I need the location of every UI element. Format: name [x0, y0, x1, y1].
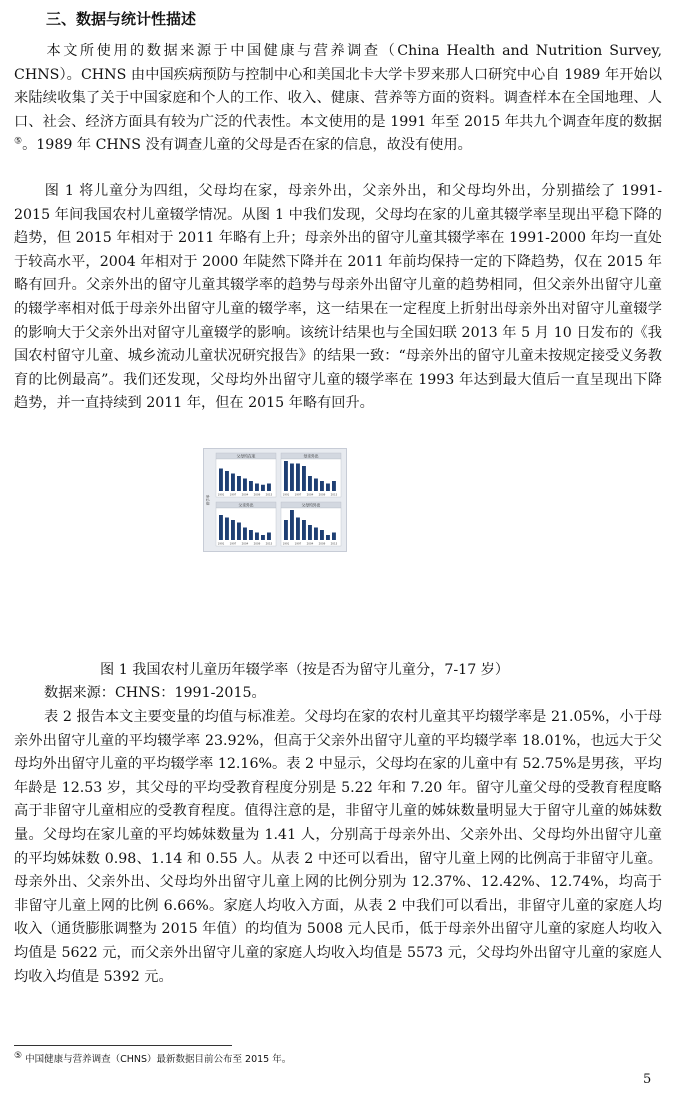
bar [237, 523, 241, 541]
bar [243, 479, 247, 492]
x-tick-label: 2004 [241, 493, 249, 497]
bar [267, 533, 271, 541]
bar [326, 535, 330, 540]
x-tick-label: 2009 [253, 493, 261, 497]
x-tick-label: 1991 [282, 493, 290, 497]
footnote-text: 中国健康与营养调查（CHNS）最新数据目前公布至 2015 年。 [25, 1054, 292, 1065]
bar [231, 520, 235, 540]
bar [261, 535, 265, 540]
bar [296, 464, 300, 492]
x-tick-label: 1997 [294, 542, 302, 546]
x-tick-label: 2015 [330, 493, 338, 497]
paragraph-text-tail: 。1989 年 CHNS 没有调查儿童的父母是否在家的信息，故没有使用。 [22, 137, 472, 154]
bar [332, 533, 336, 541]
x-tick-label: 1997 [229, 493, 237, 497]
bar [320, 530, 324, 540]
paragraph-text: 图 1 将儿童分为四组，父母均在家，母亲外出，父亲外出，和父母均外出，分别描绘了 1991-2015 年间我国农村儿童辍学情况。从图 1 中我们发现，父母均在家的儿童其辍学率呈现出平稳下降的趋势，但 2015 年相对于 2011 年略有上升；母亲外出的留守儿童其辍学率在 1991-2000 年均一直处于较高水平，2004 年相对于 2000 年陡然下降并在 2011 年前均保持一定的下降趋势，仅在 2015 年略有回升。父亲外出的留守儿童其辍学率的趋势与母亲外出留守儿童的趋势相同，但父亲外出留守儿童的辍学率相对低于母亲外出留守儿童的辍学率，这一结果在一定程度上折射出母亲外出对留守儿童辍学的影响大于父亲外出对留守儿童辍学的影响。该统计结果也与全国妇联 2013 年 5 月 10 日发布的《我国农村留守儿童、城乡流动儿童状况研究报告》的结果一致：“母亲外出的留守儿童未按规定接受义务教育的比例最高”。我们还发现，父母均外出留守儿童的辍学率在 1993 年达到最大值后一直呈现出下降趋势，并一直持续到 2011 年，但在 2015 年略有回升。 [14, 183, 662, 412]
paragraph-table-description [14, 706, 662, 989]
x-tick-label: 2015 [265, 542, 273, 546]
bar [284, 461, 288, 491]
figure-chart [204, 449, 346, 551]
bar [296, 518, 300, 541]
bar [314, 479, 318, 492]
bar [243, 528, 247, 541]
bar [314, 528, 318, 541]
page-number: 5 [643, 1072, 652, 1087]
y-axis-label: 辍学率 [206, 494, 210, 506]
bar [326, 484, 330, 492]
bar [255, 533, 259, 541]
bar [219, 515, 223, 540]
bar [231, 474, 235, 492]
bar [308, 476, 312, 491]
bar [290, 464, 294, 492]
x-tick-label: 2004 [306, 493, 314, 497]
x-tick-label: 2015 [265, 493, 273, 497]
x-tick-label: 1997 [229, 542, 237, 546]
footnote-mark: ⑤ [14, 1050, 23, 1061]
x-tick-label: 2009 [253, 542, 261, 546]
bar [249, 481, 253, 491]
bar [284, 520, 288, 540]
bar [302, 520, 306, 540]
bar [237, 476, 241, 491]
section-title: 三、数据与统计性描述 [46, 10, 197, 28]
bar [249, 530, 253, 540]
paragraph-figure-description [14, 180, 662, 416]
bar [225, 471, 229, 491]
data-source-note: 数据来源：CHNS：1991-2015。 [44, 685, 266, 701]
panel-title: 父母均在家 [236, 453, 256, 459]
x-tick-label: 1997 [294, 493, 302, 497]
bar [320, 481, 324, 491]
bar [267, 484, 271, 492]
bar [290, 510, 294, 540]
paragraph-data-source [14, 40, 662, 158]
bar [308, 525, 312, 540]
x-tick-label: 2004 [306, 542, 314, 546]
x-tick-label: 1991 [282, 542, 290, 546]
footnote-ref[interactable]: ⑤ [14, 136, 23, 147]
figure-1 [203, 448, 347, 552]
bar [255, 484, 259, 492]
x-tick-label: 2004 [241, 542, 249, 546]
panel-title: 父母均外出 [301, 502, 321, 508]
x-tick-label: 1991 [217, 493, 225, 497]
paragraph-text: 表 2 报告本文主要变量的均值与标准差。父母均在家的农村儿童其平均辍学率是 21.05%，小于母亲外出留守儿童的平均辍学率 23.92%，但高于父亲外出留守儿童的平均辍学率 18.01%，也远大于父母均外出留守儿童的平均辍学率 12.16%。表 2 中显示，父母均在家的儿童中有 52.75%是男孩，平均年龄是 12.53 岁，其父母的平均受教育程度分别是 5.22 年和 7.20 年。留守儿童父母的受教育程度略高于非留守儿童相应的受教育程度。值得注意的是，非留守儿童的姊妹数量明显大于留守儿童的姊妹数量。父母均在家儿童的平均姊妹数量为 1.41 人，分别高于母亲外出、父亲外出、父母均外出留守儿童的平均姊妹数 0.98、1.14 和 0.55 人。从表 2 中还可以看出，留守儿童上网的比例高于非留守儿童。母亲外出、父亲外出、父母均外出留守儿童上网的比例分别为 12.37%、12.42%、12.74%，均高于非留守儿童上网的比例 6.66%。家庭人均收入方面，从表 2 中我们可以看出，非留守儿童的家庭人均收入（通货膨胀调整为 2015 年值）的均值为 5008 元人民币，低于母亲外出留守儿童的家庭人均收入均值是 5622 元，而父亲外出留守儿童的家庭人均收入均值是 5573 元，父母均外出留守儿童的家庭人均收入均值是 5392 元。 [14, 709, 662, 985]
panel-title: 父亲外出 [238, 502, 254, 508]
x-tick-label: 2009 [318, 542, 326, 546]
bar [261, 485, 265, 491]
footnote-divider [14, 1045, 232, 1046]
bar [332, 481, 336, 491]
bar [225, 518, 229, 541]
x-tick-label: 2009 [318, 493, 326, 497]
paragraph-text: 本文所使用的数据来源于中国健康与营养调查（China Health and Nutrition Survey, CHNS）。CHNS 由中国疾病预防与控制中心和美国北卡大学卡罗来那人口研究中心自 1989 年开始以来陆续收集了关于中国家庭和个人的工作、收入、健康、营养等方面的资料。调查样本在全国地理、人口、社会、经济方面具有较为广泛的代表性。本文使用的是 1991 年至 2015 年共九个调查年度的数据 [14, 43, 662, 130]
panel-title: 母亲外出 [303, 453, 319, 459]
bar [302, 466, 306, 491]
x-tick-label: 2015 [330, 542, 338, 546]
bar [219, 469, 223, 492]
figure-caption: 图 1 我国农村儿童历年辍学率（按是否为留守儿童分，7-17 岁） [100, 662, 510, 678]
footnote [14, 1050, 292, 1067]
x-tick-label: 1991 [217, 542, 225, 546]
